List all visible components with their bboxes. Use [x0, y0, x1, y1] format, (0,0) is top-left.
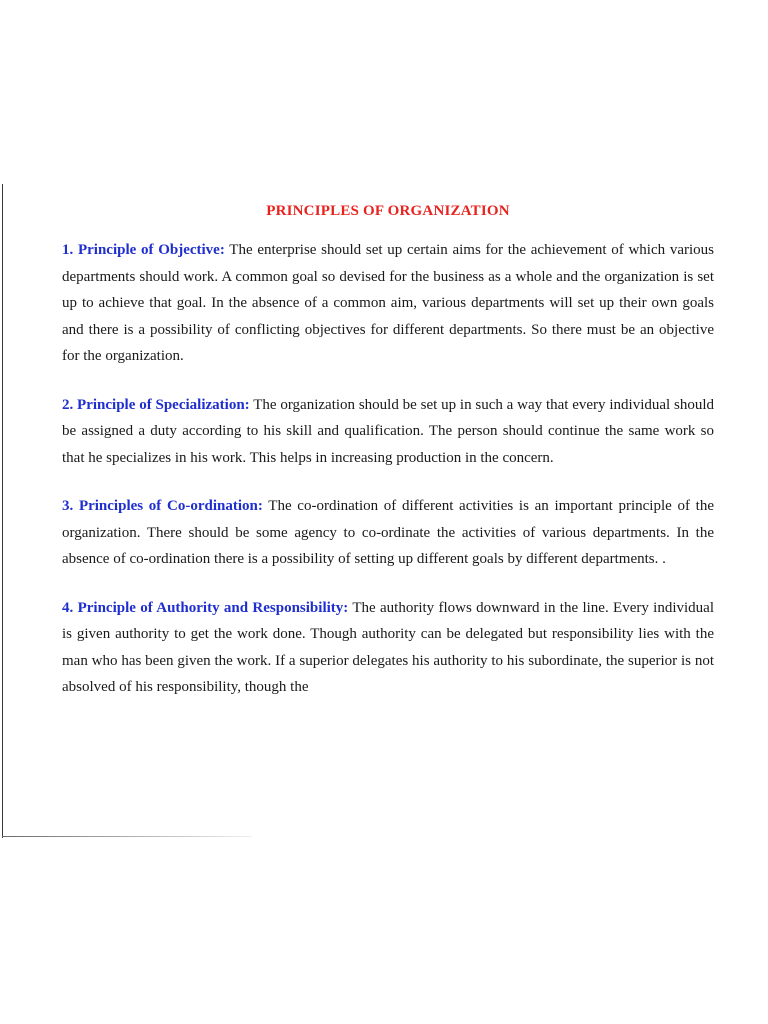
- page-bottom-edge: [2, 836, 252, 837]
- section-principle-of-objective: [62, 237, 714, 370]
- section-heading: 1. Principle of Objective:: [62, 242, 225, 258]
- section-body: The organization should be set up in such a way that every individual should be assigned a duty according to his skill and qualification. The person should continue the same work so that he specializes in his work. This helps in increasing production in the concern.: [62, 396, 714, 466]
- section-body: The co-ordination of different activities is an important principle of the organization. There should be some agency to co-ordinate the activities of various departments. In the absence of co-ordination there is a possibility of setting up different goals by different departments. .: [62, 498, 715, 567]
- section-principles-of-coordination: [62, 493, 714, 573]
- section-heading: 2. Principle of Specialization:: [62, 396, 250, 413]
- document-page: [62, 203, 714, 723]
- section-principle-of-authority-and-responsibility: [62, 595, 714, 701]
- section-heading: 4. Principle of Authority and Responsibility:: [62, 599, 349, 616]
- document-title: PRINCIPLES OF ORGANIZATION: [266, 203, 510, 219]
- section-body: The authority flows downward in the line. Every individual is given authority to get the work done. Though authority can be delegated but responsibility lies with the man who has been given the work. If a superior delegates his authority to his subordinate, the superior is not absolved of his responsibility, though the: [62, 599, 714, 695]
- section-principle-of-specialization: [62, 392, 714, 472]
- page-left-edge: [2, 184, 3, 838]
- section-heading: 3. Principles of Co-ordination:: [62, 498, 263, 514]
- section-body: The enterprise should set up certain aims for the achievement of which various departments should work. A common goal so devised for the business as a whole and the organization is set up to achieve that goal. In the absence of a common aim, various departments will set up their own goals and there is a possibility of conflicting objectives for different departments. So there must be an objective for the organization.: [62, 242, 714, 364]
